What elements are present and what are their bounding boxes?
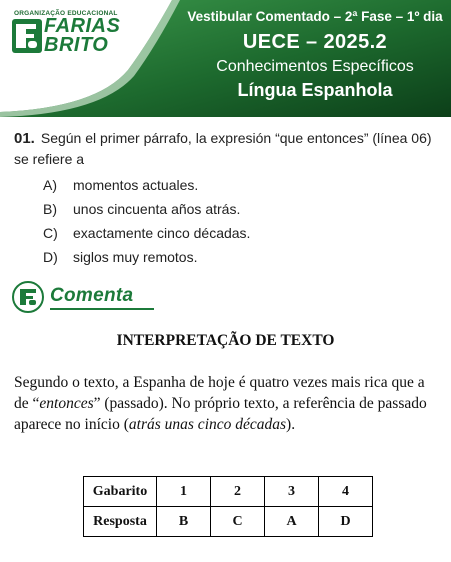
table-cell-answer: A xyxy=(265,507,319,537)
option-text: momentos actuales. xyxy=(73,177,199,193)
explanation-paragraph xyxy=(14,372,439,435)
option-c xyxy=(43,221,250,245)
option-a xyxy=(43,173,250,197)
question-number: 01. xyxy=(14,130,35,147)
option-text: unos cincuenta años atrás. xyxy=(73,201,241,217)
org-label: ORGANIZAÇÃO EDUCACIONAL xyxy=(14,10,118,17)
question-text: Según el primer párrafo, la expresión “que entonces” (línea 06) se refiere a xyxy=(14,130,432,167)
table-cell-answer: D xyxy=(319,507,373,537)
brand-brito: BRITO xyxy=(44,34,109,56)
table-cell-answer: C xyxy=(211,507,265,537)
row-label-gabarito: Gabarito xyxy=(84,477,157,507)
table-cell-number: 4 xyxy=(319,477,373,507)
farias-brito-logo-icon xyxy=(12,281,44,313)
exam-subtitle: Vestibular Comentado – 2ª Fase – 1º dia xyxy=(187,9,443,24)
header-banner xyxy=(0,0,451,117)
exam-title: UECE – 2025.2 xyxy=(242,31,388,53)
section-title: INTERPRETAÇÃO DE TEXTO xyxy=(116,332,335,349)
table-row xyxy=(84,507,373,537)
question-statement xyxy=(14,128,442,170)
table-row xyxy=(84,477,373,507)
comenta-underline xyxy=(50,308,154,310)
option-letter: B) xyxy=(43,201,57,217)
option-letter: D) xyxy=(43,249,58,265)
question-options xyxy=(43,173,250,269)
fb-logo-icon xyxy=(12,19,42,53)
option-d xyxy=(43,245,250,269)
table-cell-number: 3 xyxy=(265,477,319,507)
comenta-label: Comenta xyxy=(50,285,134,306)
answer-key-table xyxy=(83,476,373,537)
paragraph-text-1: Segundo o texto, a Espanha de hoje é quatro vezes mais rica que a de “ xyxy=(14,374,425,412)
option-text: exactamente cinco décadas. xyxy=(73,225,251,241)
paragraph-text-3: ). xyxy=(286,416,296,433)
comenta-badge xyxy=(12,281,158,313)
exam-area: Conhecimentos Específicos xyxy=(216,58,414,75)
exam-subject: Língua Espanhola xyxy=(237,80,393,100)
option-letter: A) xyxy=(43,177,57,193)
paragraph-italic-1: entonces xyxy=(39,395,94,412)
option-text: siglos muy remotos. xyxy=(73,249,198,265)
table-cell-number: 2 xyxy=(211,477,265,507)
row-label-resposta: Resposta xyxy=(84,507,157,537)
option-b xyxy=(43,197,250,221)
option-letter: C) xyxy=(43,225,58,241)
table-cell-answer: B xyxy=(157,507,211,537)
brand-farias: FARIAS xyxy=(44,15,121,37)
table-cell-number: 1 xyxy=(157,477,211,507)
paragraph-italic-2: atrás unas cinco décadas xyxy=(128,416,287,433)
paragraph-text-2: ” (passado). No próprio texto, a referência de passado aparece no início ( xyxy=(14,395,427,433)
farias-brito-logo xyxy=(6,4,136,56)
